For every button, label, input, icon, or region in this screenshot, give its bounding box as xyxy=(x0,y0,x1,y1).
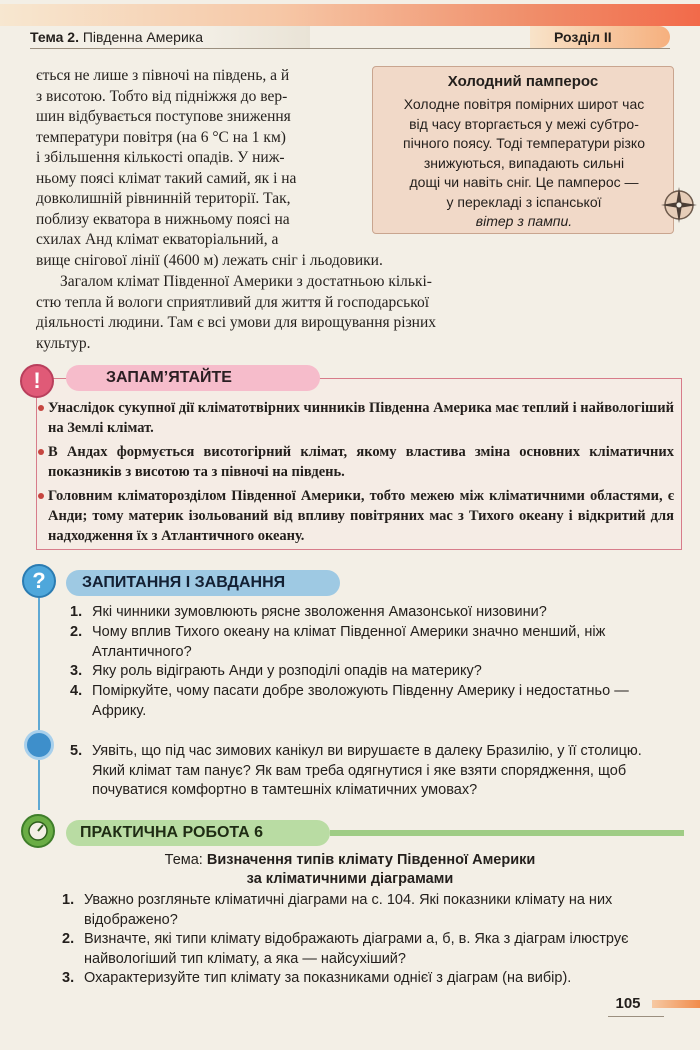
text-line: ньому поясі клімат такий самий, як і на xyxy=(36,169,297,187)
question-text: Чому вплив Тихого океану на клімат Південної Америки значно менший, ніж Атлантичного? xyxy=(92,624,606,660)
bullet-icon xyxy=(38,405,44,411)
page-number-bar xyxy=(652,1000,700,1008)
topic-prefix: Тема 2. xyxy=(30,29,79,45)
practical-text: Охарактеризуйте тип клімату за показниками однієї з діаграм (на вибір). xyxy=(84,970,572,986)
question-item xyxy=(70,662,674,682)
question-mark-icon: ? xyxy=(22,564,56,598)
question-item xyxy=(70,623,674,662)
bullet-icon xyxy=(38,493,44,499)
header-stripe xyxy=(0,4,700,26)
question-number: 2. xyxy=(70,624,83,640)
compass-tool-icon xyxy=(20,813,56,849)
note-title: Холодний памперос xyxy=(447,73,599,90)
question-text: Які чинники зумовлюють рясне зволоження Амазонської низовини? xyxy=(92,604,547,620)
text-line: діяльності людини. Там є всі умови для вирощування різних xyxy=(36,314,437,331)
practical-number: 3. xyxy=(62,970,75,986)
practical-title: ПРАКТИЧНА РОБОТА 6 xyxy=(66,820,330,846)
practical-number: 1. xyxy=(62,892,75,908)
closing-paragraph xyxy=(36,272,536,354)
practical-text: Уважно розгляньте кліматичні діаграми на с. 104. Які показники клімату на них відображено? xyxy=(84,892,613,928)
text-line: і збільшення кількості опадів. У ниж- xyxy=(36,149,285,166)
note-body xyxy=(379,95,669,232)
text-line: довколишній рівнинній території. Так, xyxy=(36,190,291,207)
section-label: Розділ ІІ xyxy=(530,26,670,48)
note-line: у перекладі з іспанської xyxy=(446,193,602,210)
question-text: Уявіть, що під час зимових канікул ви вирушаєте в далеку Бразилію, у її столицю. Який клімат там панує? Як вам треба одягнутися і яке взяти спорядження, щоб почуватися комфортно в тамтешніх кліматичних умовах? xyxy=(92,743,642,798)
practical-item xyxy=(62,930,682,969)
question-number: 1. xyxy=(70,604,83,620)
creative-task-icon xyxy=(24,730,54,760)
text-line: культур. xyxy=(36,334,91,352)
text-line: шин відбувається поступове зниження xyxy=(36,108,291,125)
question-text: Яку роль відіграють Анди у розподілі опадів на материку? xyxy=(92,663,482,679)
bullet-icon xyxy=(38,449,44,455)
question-text: Поміркуйте, чому пасати добре зволожують Південну Америку і недостатньо — Африку. xyxy=(92,683,629,719)
memorize-title: ЗАПАМ’ЯТАЙТЕ xyxy=(66,365,320,391)
note-line: пічного поясу. Тоді температури різко xyxy=(403,135,645,151)
memorize-item: Головним кліматорозділом Південної Америки, тобто межею між кліматичними областями, є Анди; тому материк ізольований від впливу повітряних мас з Тихого океану і відкритий для надходження їх з Атлантичного океану. xyxy=(48,488,674,544)
questions-line xyxy=(38,598,40,730)
question-number: 4. xyxy=(70,683,83,699)
exclamation-icon: ! xyxy=(20,364,54,398)
text-line: стю тепла й вологи сприятливий для життя й господарської xyxy=(36,293,430,311)
header-divider xyxy=(30,48,670,49)
topic-name: Південна Америка xyxy=(78,29,203,45)
question-item xyxy=(70,742,674,801)
question-number: 5. xyxy=(70,743,83,759)
text-line: поблизу екватора в нижньому поясі на xyxy=(36,210,290,228)
theme-line: Визначення типів клімату Південної Америки xyxy=(206,852,536,868)
question-item xyxy=(70,603,674,623)
theme-line: за кліматичними діаграмами xyxy=(246,871,454,887)
page-number-underline xyxy=(608,1016,664,1017)
practical-theme-2 xyxy=(0,870,700,889)
text-line: вище снігової лінії (4600 м) лежать сніг і льодовики. xyxy=(36,251,383,269)
practical-item xyxy=(62,969,682,989)
memorize-item: В Андах формується висотогірний клімат, якому властива зміна основних кліматичних показників з висотою та з півночі на південь. xyxy=(48,444,674,480)
note-line: дощі чи навіть сніг. Це памперос — xyxy=(409,174,639,190)
text-line: температури повітря (на 6 °С на 1 км) xyxy=(36,128,286,146)
note-italic-line xyxy=(379,212,669,232)
questions-title: ЗАПИТАННЯ І ЗАВДАННЯ xyxy=(66,570,340,596)
compass-rose-icon xyxy=(660,186,698,224)
practical-number: 2. xyxy=(62,931,75,947)
practical-theme xyxy=(0,851,700,870)
text-line: з висотою. Тобто від підніжжя до вер- xyxy=(36,87,288,105)
practical-bar xyxy=(330,830,684,836)
question-item xyxy=(70,682,674,721)
memorize-item: Унаслідок сукупної дії кліматотвірних чинників Південна Америка має теплий і найвологіший на Землі клімат. xyxy=(48,400,674,436)
note-italic: вітер з пампи. xyxy=(475,213,573,229)
practical-item xyxy=(62,891,682,930)
questions-line xyxy=(38,760,40,810)
text-line: схилах Анд клімат екваторіальний, а xyxy=(36,231,279,248)
page-number: 105 xyxy=(615,995,641,1012)
practical-text: Визначте, які типи клімату відображають діаграми а, б, в. Яка з діаграм ілюструє найвологіший тип клімату, а яка — найсухіший? xyxy=(84,931,629,967)
theme-label: Тема: xyxy=(164,852,207,868)
note-line: знижуються, випадають сильні xyxy=(423,154,625,171)
text-line: ється не лише з півночі на південь, а й xyxy=(36,67,290,84)
note-line: від часу вторгається у межі субтро- xyxy=(409,115,639,132)
question-number: 3. xyxy=(70,663,83,679)
note-line: Холодне повітря помірних широт час xyxy=(403,96,645,112)
pampero-note xyxy=(372,66,674,234)
topic-title xyxy=(30,26,310,48)
text-line: Загалом клімат Південної Америки з достатньою кількі- xyxy=(60,273,432,290)
